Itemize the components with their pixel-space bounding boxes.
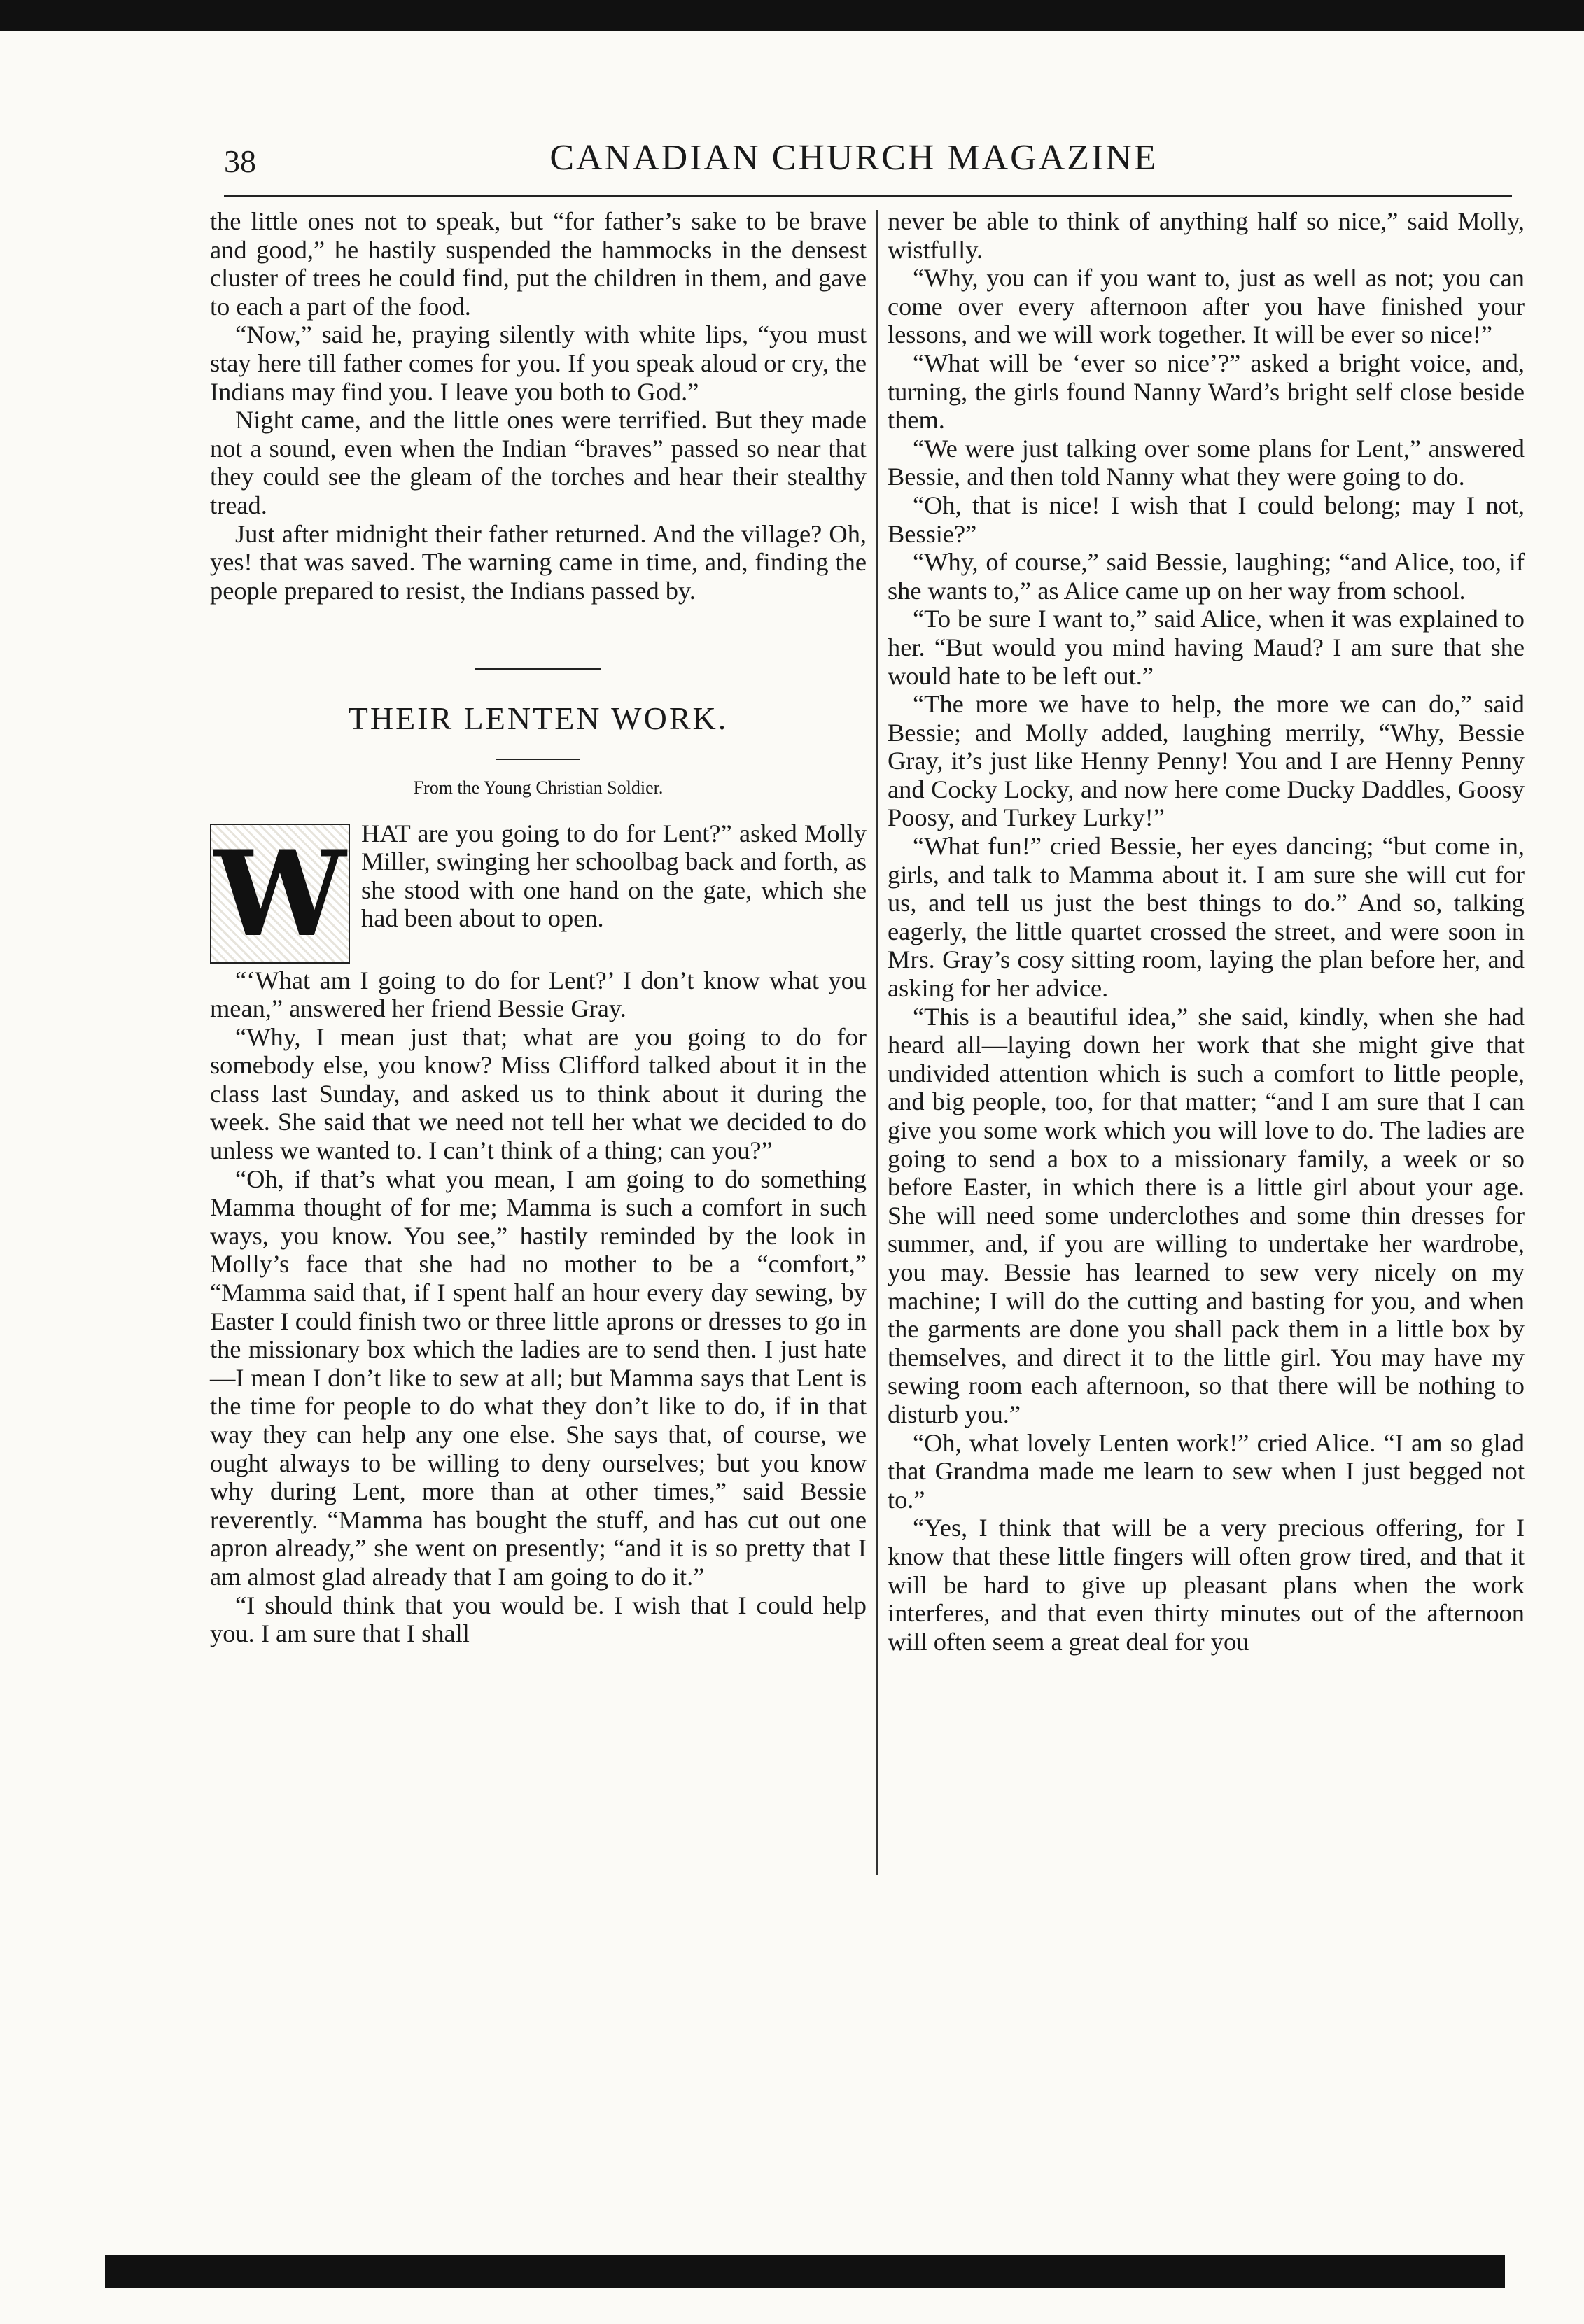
article-paragraph: “Yes, I think that will be a very precious offering, for I know that these little fingers will often grow tired, and that it will be hard to give up pleasant plans when the work interferes, and that even thirty minutes out of the afternoon will often seem a great deal for you [888, 1514, 1525, 1656]
article-paragraph: “The more we have to help, the more we can do,” said Bessie; and Molly added, laughing merrily, “Why, Bessie Gray, it’s just like Henny Penny! You and I are Henny Penny and Cocky Locky, and now here come Ducky Daddles, Goosy Poosy, and Turkey Lurky!” [888, 690, 1525, 832]
page-number: 38 [224, 143, 256, 179]
title-rule [496, 759, 580, 760]
right-column [888, 207, 1525, 1656]
article-paragraph: HAT are you going to do for Lent?” asked Molly Miller, swinging her schoolbag back and forth, as she stood with one hand on the gate, which she had been about to open. [361, 819, 867, 933]
article-paragraph: “Oh, if that’s what you mean, I am going to do something Mamma thought of for me; Mamma is such a comfort in such ways, you know. You see,” hastily reminded by the look in Molly’s face that she had no mother to be a “comfort,” “Mamma said that, if I spent half an hour every day sewing, by Easter I could finish two or three little aprons or dresses to go in the missionary box which the ladies are to send then. I just hate—I mean I don’t like to sew at all; but Mamma says that Lent is the time for people to do what they don’t like to do, if in that way they can help any one else. She says that, of course, we ought always to be willing to deny ourselves; but you know why during Lent, more than at other times,” said Bessie reverently. “Mamma has bought the stuff, and has cut out one apron already,” she went on presently; “and it is so pretty that I am almost glad already that I am going to do it.” [210, 1164, 867, 1591]
running-title: CANADIAN CHURCH MAGAZINE [549, 138, 1158, 178]
article-paragraph: “Why, I mean just that; what are you going to do for somebody else, you know? Miss Clifford talked about it in the class last Sunday, and asked us to think about it during the week. She said that we need not tell her what we decided to do unless we wanted to. I can’t think of a thing; can you?” [210, 1022, 867, 1165]
bottom-border-bar [105, 2255, 1505, 2288]
column-divider [876, 210, 878, 1875]
article-paragraph: “Why, you can if you want to, just as well as not; you can come over every afternoon after you have finished your lessons, and we will work together. It will be ever so nice!” [888, 264, 1525, 349]
story-paragraph: Night came, and the little ones were terrified. But they made not a sound, even when the Indian “braves” passed so near that they could see the gleam of the torches and hear their stealthy tread. [210, 406, 867, 519]
left-column [210, 207, 867, 1648]
story-paragraph: Just after midnight their father returned. And the village? Oh, yes! that was saved. The warning came in time, and, finding the people prepared to resist, the Indians passed by. [210, 519, 867, 605]
article-paragraph: “Why, of course,” said Bessie, laughing; “and Alice, too, if she wants to,” as Alice came up on her way from school. [888, 548, 1525, 605]
article-paragraph: “What fun!” cried Bessie, her eyes dancing; “but come in, girls, and talk to Mamma about it. I am sure she will cut for us, and tell us just the best things to do.” And so, talking eagerly, the little quartet crossed the street, and were soon in Mrs. Gray’s cosy sitting room, laying the plan before her, and asking for her advice. [888, 832, 1525, 1003]
drop-cap-ornament [210, 824, 350, 964]
story-paragraph: the little ones not to speak, but “for father’s sake to be brave and good,” he hastily suspended the hammocks in the densest cluster of trees he could find, put the children in them, and gave to each a part of the food. [210, 207, 867, 321]
article-paragraph: “Oh, what lovely Lenten work!” cried Alice. “I am so glad that Grandma made me learn to sew when I just begged not to.” [888, 1428, 1525, 1514]
opening-paragraph [210, 819, 867, 966]
top-border-bar [0, 0, 1584, 31]
drop-cap-letter: W [213, 824, 346, 963]
article-paragraph: “To be sure I want to,” said Alice, when it was explained to her. “But would you mind having Maud? I am sure that she would hate to be left out.” [888, 605, 1525, 690]
article-paragraph: “Oh, that is nice! I wish that I could belong; may I not, Bessie?” [888, 491, 1525, 548]
story-paragraph: “Now,” said he, praying silently with white lips, “you must stay here till father comes for you. If you speak aloud or cry, the Indians may find you. I leave you both to God.” [210, 321, 867, 406]
article-paragraph: never be able to think of anything half so nice,” said Molly, wistfully. [888, 207, 1525, 264]
article-title: THEIR LENTEN WORK. [348, 700, 729, 737]
article-paragraph: “We were just talking over some plans for Lent,” answered Bessie, and then told Nanny what they were going to do. [888, 434, 1525, 491]
article-paragraph: “I should think that you would be. I wish that I could help you. I am sure that I shall [210, 1591, 867, 1648]
article-paragraph: “What will be ‘ever so nice’?” asked a bright voice, and, turning, the girls found Nanny Ward’s bright self close beside them. [888, 348, 1525, 435]
header-rule [224, 195, 1512, 197]
page-header [224, 137, 1484, 193]
article-paragraph: “‘What am I going to do for Lent?’ I don’t know what you mean,” answered her friend Bessie Gray. [210, 966, 867, 1023]
article-source: From the Young Christian Soldier. [413, 777, 664, 798]
article-paragraph: “This is a beautiful idea,” she said, kindly, when she had heard all—laying down her work that she might give that undivided attention which is such a comfort to little people, and big people, too, for that matter; “and I am sure that I can give you some work which you will love to do. The ladies are going to send a box to a missionary family, a week or so before Easter, in which there is a little girl about your age. She will need some underclothes and some thin dresses for summer, and, if you are willing to undertake her wardrobe, you may. Bessie has learned to sew very nicely on my machine; I will do the cutting and basting for you, and when the garments are done you shall pack them in a little box by themselves, and direct it to the little girl. You may have my sewing room each afternoon, so that there will be nothing to disturb you.” [888, 1002, 1525, 1428]
section-divider [475, 668, 601, 670]
